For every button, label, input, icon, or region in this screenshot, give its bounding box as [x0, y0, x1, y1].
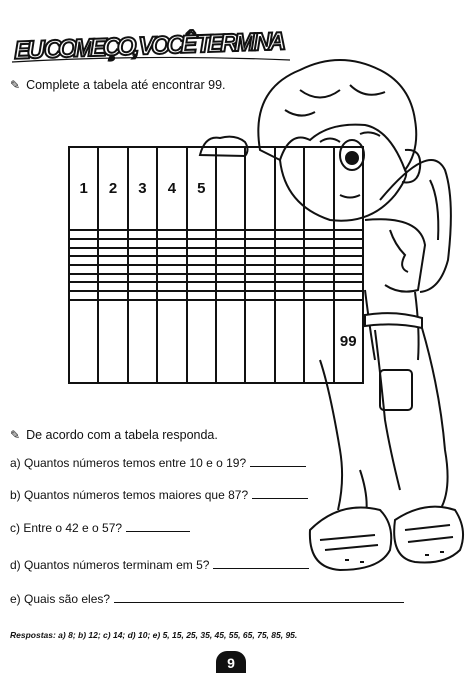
- question-b-text: b) Quantos números temos maiores que 87?: [10, 488, 249, 502]
- grid-cell[interactable]: [98, 239, 127, 248]
- grid-cell[interactable]: [334, 274, 363, 283]
- grid-row: [69, 300, 363, 383]
- grid-cell[interactable]: [216, 300, 245, 383]
- number-grid: [68, 146, 364, 384]
- grid-cell[interactable]: [275, 248, 304, 257]
- grid-cell[interactable]: [216, 230, 245, 239]
- instruction-2: De acordo com a tabela responda.: [26, 428, 218, 442]
- grid-cell[interactable]: [187, 256, 216, 265]
- grid-cell[interactable]: [334, 248, 363, 257]
- grid-cell[interactable]: [245, 265, 274, 274]
- grid-cell[interactable]: [69, 256, 98, 265]
- grid-cell[interactable]: [187, 248, 216, 257]
- grid-cell[interactable]: 2: [98, 147, 127, 230]
- grid-cell[interactable]: [304, 230, 333, 239]
- grid-cell[interactable]: [157, 291, 186, 300]
- grid-cell[interactable]: [69, 230, 98, 239]
- answer-blank-e[interactable]: [114, 592, 404, 603]
- grid-cell[interactable]: [216, 274, 245, 283]
- grid-cell[interactable]: [304, 256, 333, 265]
- instruction-2-row: [10, 428, 218, 442]
- question-e: [10, 592, 404, 606]
- grid-cell[interactable]: [69, 282, 98, 291]
- grid-cell[interactable]: [275, 230, 304, 239]
- grid-row: [69, 239, 363, 248]
- grid-cell[interactable]: [275, 147, 304, 230]
- grid-cell[interactable]: [187, 239, 216, 248]
- grid-cell[interactable]: [304, 274, 333, 283]
- question-d-text: d) Quantos números terminam em 5?: [10, 558, 210, 572]
- question-a: [10, 456, 306, 470]
- grid-cell[interactable]: [275, 300, 304, 383]
- grid-cell[interactable]: [216, 282, 245, 291]
- grid-cell[interactable]: [187, 282, 216, 291]
- grid-cell[interactable]: [245, 256, 274, 265]
- grid-row: [69, 230, 363, 239]
- grid-cell[interactable]: [128, 265, 157, 274]
- grid-cell[interactable]: [157, 230, 186, 239]
- grid-cell[interactable]: [98, 274, 127, 283]
- grid-cell[interactable]: 4: [157, 147, 186, 230]
- grid-row: [69, 291, 363, 300]
- grid-cell[interactable]: [157, 256, 186, 265]
- pencil-icon: ✎: [10, 78, 21, 92]
- grid-cell[interactable]: [275, 256, 304, 265]
- answer-blank-d[interactable]: [213, 558, 309, 569]
- grid-row: [69, 248, 363, 257]
- grid-cell[interactable]: 5: [187, 147, 216, 230]
- grid-cell[interactable]: [216, 256, 245, 265]
- grid-cell[interactable]: [245, 300, 274, 383]
- grid-cell[interactable]: [245, 147, 274, 230]
- grid-cell[interactable]: 99: [334, 300, 363, 383]
- grid-cell[interactable]: [216, 239, 245, 248]
- grid-cell[interactable]: [216, 265, 245, 274]
- grid-cell[interactable]: [128, 256, 157, 265]
- grid-cell[interactable]: [187, 291, 216, 300]
- grid-cell[interactable]: [304, 300, 333, 383]
- grid-cell[interactable]: [98, 300, 127, 383]
- grid-cell[interactable]: [304, 239, 333, 248]
- grid-cell[interactable]: [275, 274, 304, 283]
- grid-cell[interactable]: [69, 291, 98, 300]
- page-title: EU COMEÇO, VOCÊ TERMINA: [13, 27, 287, 65]
- question-a-text: a) Quantos números temos entre 10 e o 19?: [10, 456, 247, 470]
- grid-cell[interactable]: [69, 274, 98, 283]
- grid-cell[interactable]: [245, 274, 274, 283]
- question-b: [10, 488, 308, 502]
- grid-cell[interactable]: [304, 291, 333, 300]
- grid-cell[interactable]: [128, 248, 157, 257]
- grid-cell[interactable]: [98, 256, 127, 265]
- grid-cell[interactable]: 3: [128, 147, 157, 230]
- grid-cell[interactable]: [128, 230, 157, 239]
- grid-cell[interactable]: [128, 239, 157, 248]
- question-c: [10, 521, 190, 535]
- grid-cell[interactable]: [157, 248, 186, 257]
- grid-cell[interactable]: [216, 248, 245, 257]
- answer-blank-c[interactable]: [126, 521, 190, 532]
- grid-cell[interactable]: [245, 248, 274, 257]
- grid-cell[interactable]: [128, 300, 157, 383]
- instruction-1: Complete a tabela até encontrar 99.: [26, 78, 226, 92]
- grid-cell[interactable]: [187, 230, 216, 239]
- grid-cell[interactable]: [98, 265, 127, 274]
- grid-row: [69, 147, 363, 230]
- grid-cell[interactable]: [69, 239, 98, 248]
- question-d: [10, 558, 309, 572]
- grid-cell[interactable]: [334, 282, 363, 291]
- answer-key: Respostas: a) 8; b) 12; c) 14; d) 10; e) 5, 15, 25, 35, 45, 55, 65, 75, 85, 95.: [10, 630, 298, 640]
- question-c-text: c) Entre o 42 e o 57?: [10, 521, 123, 535]
- grid-cell[interactable]: [157, 300, 186, 383]
- grid-cell[interactable]: [334, 239, 363, 248]
- question-e-text: e) Quais são eles?: [10, 592, 111, 606]
- grid-cell[interactable]: [157, 265, 186, 274]
- grid-cell[interactable]: [128, 274, 157, 283]
- grid-cell[interactable]: [275, 239, 304, 248]
- grid-cell[interactable]: [245, 239, 274, 248]
- answer-blank-a[interactable]: [250, 456, 306, 467]
- grid-cell[interactable]: [334, 256, 363, 265]
- grid-cell[interactable]: [216, 291, 245, 300]
- number-table: [68, 146, 364, 384]
- grid-cell[interactable]: [187, 300, 216, 383]
- grid-row: [69, 274, 363, 283]
- grid-cell[interactable]: [69, 265, 98, 274]
- grid-cell[interactable]: [304, 265, 333, 274]
- grid-cell[interactable]: [304, 282, 333, 291]
- grid-cell[interactable]: [304, 248, 333, 257]
- grid-cell[interactable]: [69, 248, 98, 257]
- grid-cell[interactable]: [245, 230, 274, 239]
- grid-cell[interactable]: [157, 239, 186, 248]
- grid-cell[interactable]: [245, 291, 274, 300]
- grid-row: [69, 282, 363, 291]
- grid-cell[interactable]: [334, 147, 363, 230]
- instruction-1-row: [10, 78, 226, 92]
- grid-row: [69, 256, 363, 265]
- answer-blank-b[interactable]: [252, 488, 308, 499]
- grid-cell[interactable]: [157, 282, 186, 291]
- grid-cell[interactable]: [334, 291, 363, 300]
- grid-cell[interactable]: [98, 282, 127, 291]
- grid-cell[interactable]: 1: [69, 147, 98, 230]
- grid-cell[interactable]: [98, 248, 127, 257]
- grid-cell[interactable]: [245, 282, 274, 291]
- grid-cell[interactable]: [128, 282, 157, 291]
- grid-cell[interactable]: [157, 274, 186, 283]
- grid-cell[interactable]: [98, 291, 127, 300]
- pencil-icon: ✎: [10, 428, 21, 442]
- grid-cell[interactable]: [275, 291, 304, 300]
- grid-cell[interactable]: [187, 274, 216, 283]
- grid-cell[interactable]: [334, 230, 363, 239]
- grid-cell[interactable]: [69, 300, 98, 383]
- page-number: 9: [216, 651, 246, 673]
- grid-cell[interactable]: [216, 147, 245, 230]
- grid-cell[interactable]: [275, 265, 304, 274]
- grid-cell[interactable]: [98, 230, 127, 239]
- grid-cell[interactable]: [275, 282, 304, 291]
- grid-cell[interactable]: [128, 291, 157, 300]
- grid-row: [69, 265, 363, 274]
- grid-cell[interactable]: [187, 265, 216, 274]
- grid-cell[interactable]: [304, 147, 333, 230]
- grid-cell[interactable]: [334, 265, 363, 274]
